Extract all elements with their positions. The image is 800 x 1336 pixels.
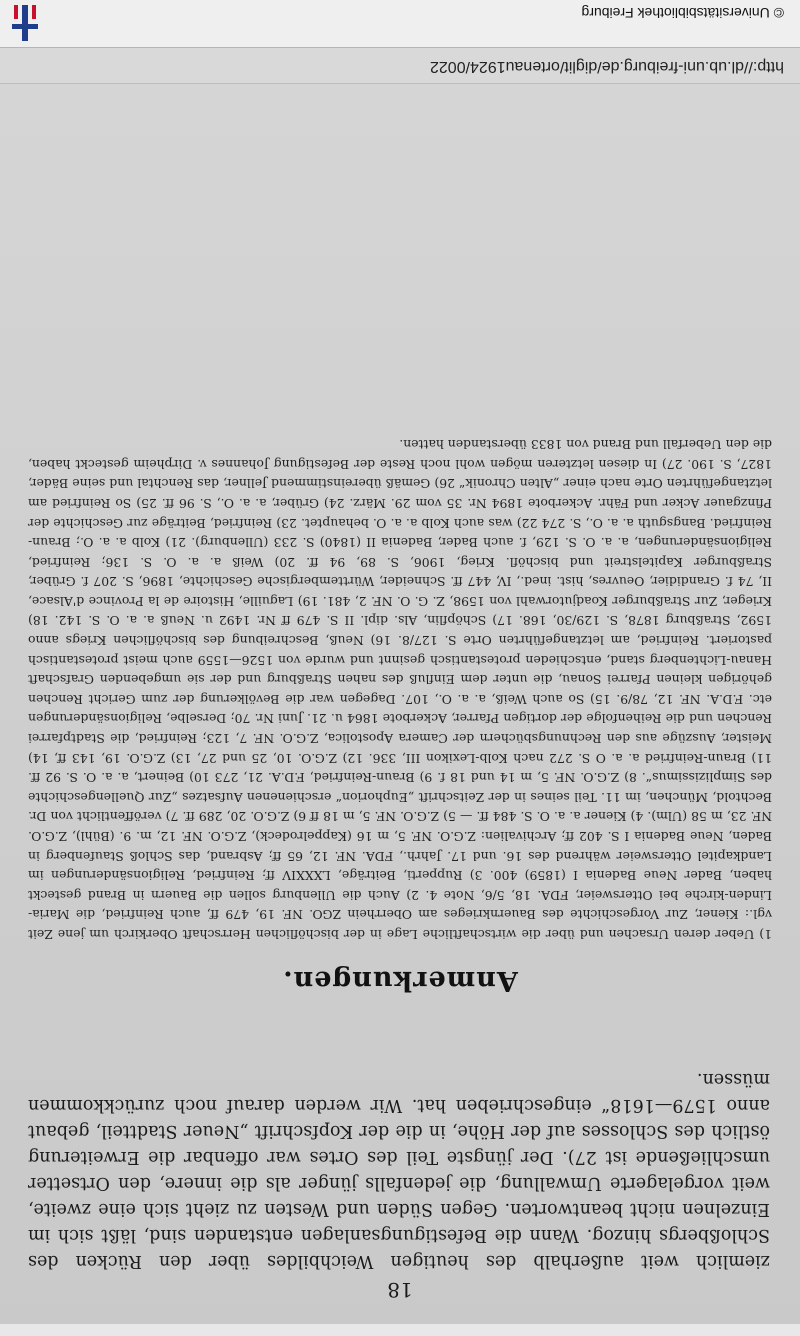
library-header: [0, 0, 800, 48]
footnotes-text: 1) Ueber deren Ursachen und über die wirtschaftliche Lage in der bischöflichen Herrschaft Oberkirch um jene Zeit vgl.: Kiener, Zur Vorgeschichte des Bauernkrieges am Oberrhein ZGO. NF. 19, 479 ff, auch Reinfried, die Maria-Linden-kirche bei Ottersweier, FDA. 18, 5/6, Note 4. 2) Auch die Ullenburg sollen die Bauern in Brand gesteckt haben, Bader Neue Badenia I (1859) 400. 3) Rupperti, Beiträge, LXXXIV ff; Reinfried, Religionsänderungen im Landkapitel Ottersweier während des 16. und 17. Jahrh., FDA. NF. 12, 65 ff; Asbrand, das Schloß Staufenberg in Baden, Neue Badenia I S. 402 ff; Archivalien: Z.G.O. NF. 5, m 16 (Kappelrodeck), Z.G.O. NF. 12, m. 9. (Bühl), Z.G.O. NF. 23, m 58 (Ulm). 4) Kiener a. a. O. S. 484 ff. — 5) Z.G.O. NF. 5, m 18 ff 6) Z.G.O. 20, 289 ff. 7) veröffentlicht von Dr. Bechtold, München, im 11. Teil seines in der Zeitschrift „Euphorion“ erschienenen Aufsatzes „Zur Quellengeschichte des Simplizissimus“. 8) Z.G.O. NF. 5, m 14 und 18 f. 9) Braun-Reinfried, F.D.A. 21, 273 10) Beinert, a. a. O. S. 92 ff. 11) Braun-Reinfried a. a. O S. 272 nach Kolb-Lexikon III, 336. 12) Z.G.O. 10, 25 und 27, 13) Z.G.O. 19, 143 ff, 14) Meister, Auszüge aus den Rechnungsbüchern der Camera Apostolica, Z.G.O. NF. 7, 123; Reinfried, die Stadtpfarrei Renchen und die Reihenfolge der dortigen Pfarrer, Ackerbote 1864 u. 21. Juni Nr. 70; Derselbe, Religionsänderungen etc. F.D.A. NF. 12, 78/9. 15) So auch Weiß, a. a. O., 107. Dagegen war die Bevölkerung der zum Gericht Renchen gehörigen kleinen Pfarrei Sonau, die unter dem Einfluß des nahen Straßburg und der sie umgebenden Grafschaft Hanau-Lichtenberg stand, entschieden protestantisch gesinnt und wurde von 1526—1559 auch meist protestantisch pastoriert. Reinfried, am letztangeführten Orte S. 127/8. 16) Neuß, Beschreibung des bischöflichen Kriegs anno 1592, Straßburg 1878, S. 129/30, 168. 17) Schöpflin, Als. dipl. II S. 479 ff Nr. 1492 u. Neuß a. a. O. S. 142. 18) Krieger, Zur Straßburger Koadjutorwahl von 1598, Z. G. O. NF. 2, 481. 19) Laguille, Histoire de la Province d'Alsace, II, 74 f. Grandidier, Oeuvres, hist. ined., IV, 447 ff. Schneider, Württembergische Geschichte, 1896, S. 207 f. Grüber, Straßburger Kapitelstreit und bischöfl. Krieg, 1906, S. 89, 94 ff. 20) Weiß a. a. O. S. 136; Reinfried, Religionsänderungen, a. a. O. S. 129, f. auch Bader, Badenia II (1840) S. 233 (Ullenburg). 21) Kolb a. a. O.; Braun-Reinfried. Bangsguth a. a. O., S. 274 22) was auch Kolb a. a. O. behauptet. 23) Reinfried, Beiträge zur Geschichte der Pfinzgauer Acker und Fähr. Ackerbote 1894 Nr. 35 vom 29. März. 24) Grüber, a. a. O., S. 96 ff. 25) So Reinfried am letztangeführten Orte nach einer „Alten Chronik“ 26) Gemäß übereinstimmend Jellner, das Renchtal und seine Bäder, 1827, S. 190. 27) In diesen letzteren mögen wohl noch Reste der Befestigung Johannes v. Dirpheim gesteckt haben, die den Ueberfall und Brand von 1833 überstanden hatten.: [28, 437, 772, 942]
url-bar[interactable]: [0, 46, 800, 84]
notes-heading: Anmerkungen.: [282, 965, 518, 996]
ub-freiburg-logo-icon[interactable]: [10, 3, 40, 43]
permalink[interactable]: http://dl.ub.uni-freiburg.de/diglit/ortenau1924/0022: [429, 58, 784, 75]
footnotes: [28, 435, 772, 944]
bottom-strip: [0, 1324, 800, 1336]
body-text: ziemlich weit außerhalb des heutigen Weichbildes über den Rücken des Schloßbergs hinzog. Wann die Befestigungsanlagen entstanden sind, läßt sich im Einzelnen nicht beantworten. Gegen Süden und Westen zu zieht sich eine zweite, weit vorgelagerte Umwallung, die jedenfalls jünger als die innere, den Ortsetter umschließende ist 27). Der jüngste Teil des Ortes war offenbar die Erweiterung östlich des Schlosses auf der Höhe, in die der Kopfschrift „Neuer Stadtteil, gebaut anno 1579—1618“ eingeschrieben hat. Wir werden darauf noch zurückkommen müssen.: [28, 1069, 770, 1271]
copyright-text: © Universitätsbibliothek Freiburg: [581, 5, 784, 21]
page-number: 18: [387, 1278, 413, 1302]
